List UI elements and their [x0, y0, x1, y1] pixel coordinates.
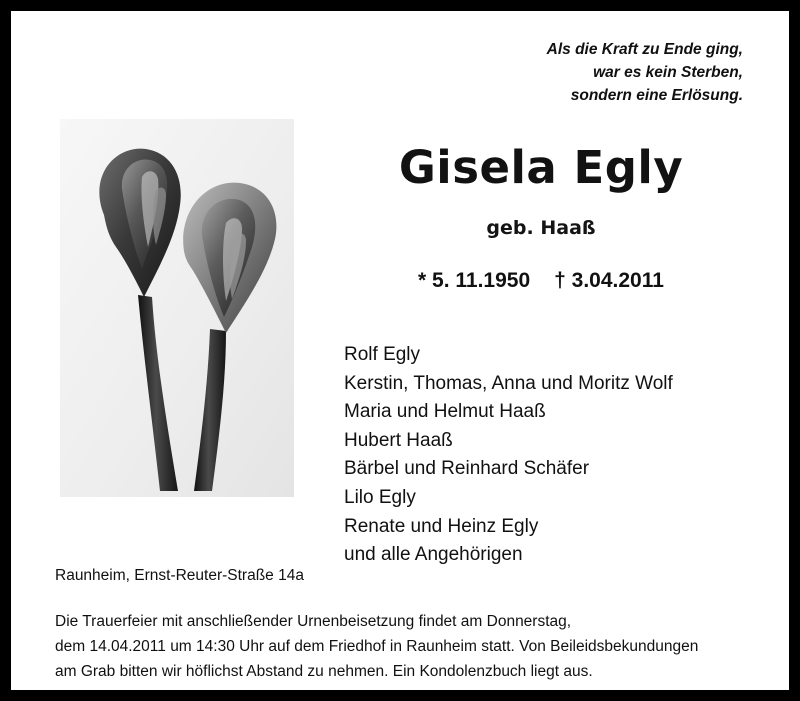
deceased-name: Gisela Egly — [398, 141, 684, 194]
maiden-name: geb. Haaß — [486, 217, 596, 239]
notice-line-3: am Grab bitten wir höflichst Abstand zu nehmen. Ein Kondolenzbuch liegt aus. — [55, 663, 593, 680]
list-item: Lilo Egly — [344, 486, 416, 508]
life-dates — [311, 269, 771, 293]
list-item: Rolf Egly — [344, 344, 421, 365]
epitaph-line-3: sondern eine Erlösung. — [570, 87, 743, 104]
list-item: Maria und Helmut Haaß — [344, 401, 546, 423]
list-item: und alle Angehörigen — [344, 544, 523, 566]
notice-line-1: Die Trauerfeier mit anschließender Urnenbeisetzung findet am Donnerstag, — [55, 613, 572, 630]
epitaph-verse — [547, 38, 743, 107]
epitaph-line-2: war es kein Sterben, — [593, 64, 743, 81]
notice-line-2: dem 14.04.2011 um 14:30 Uhr auf dem Friedhof in Raunheim statt. Von Beileidsbekundungen — [55, 638, 699, 655]
funeral-notice — [55, 609, 698, 684]
birth-date: * 5. 11.1950 — [418, 269, 531, 292]
survivors-list — [344, 341, 673, 570]
list-item: Renate und Heinz Egly — [344, 515, 539, 537]
calla-lily-photo — [60, 119, 294, 497]
list-item: Kerstin, Thomas, Anna und Moritz Wolf — [344, 372, 673, 394]
obituary-card — [11, 11, 789, 690]
epitaph-line-1: Als die Kraft zu Ende ging, — [546, 41, 743, 58]
list-item: Bärbel und Reinhard Schäfer — [344, 458, 590, 480]
list-item: Hubert Haaß — [344, 429, 453, 451]
death-date: † 3.04.2011 — [554, 269, 664, 292]
address-line: Raunheim, Ernst-Reuter-Straße 14a — [55, 567, 304, 584]
